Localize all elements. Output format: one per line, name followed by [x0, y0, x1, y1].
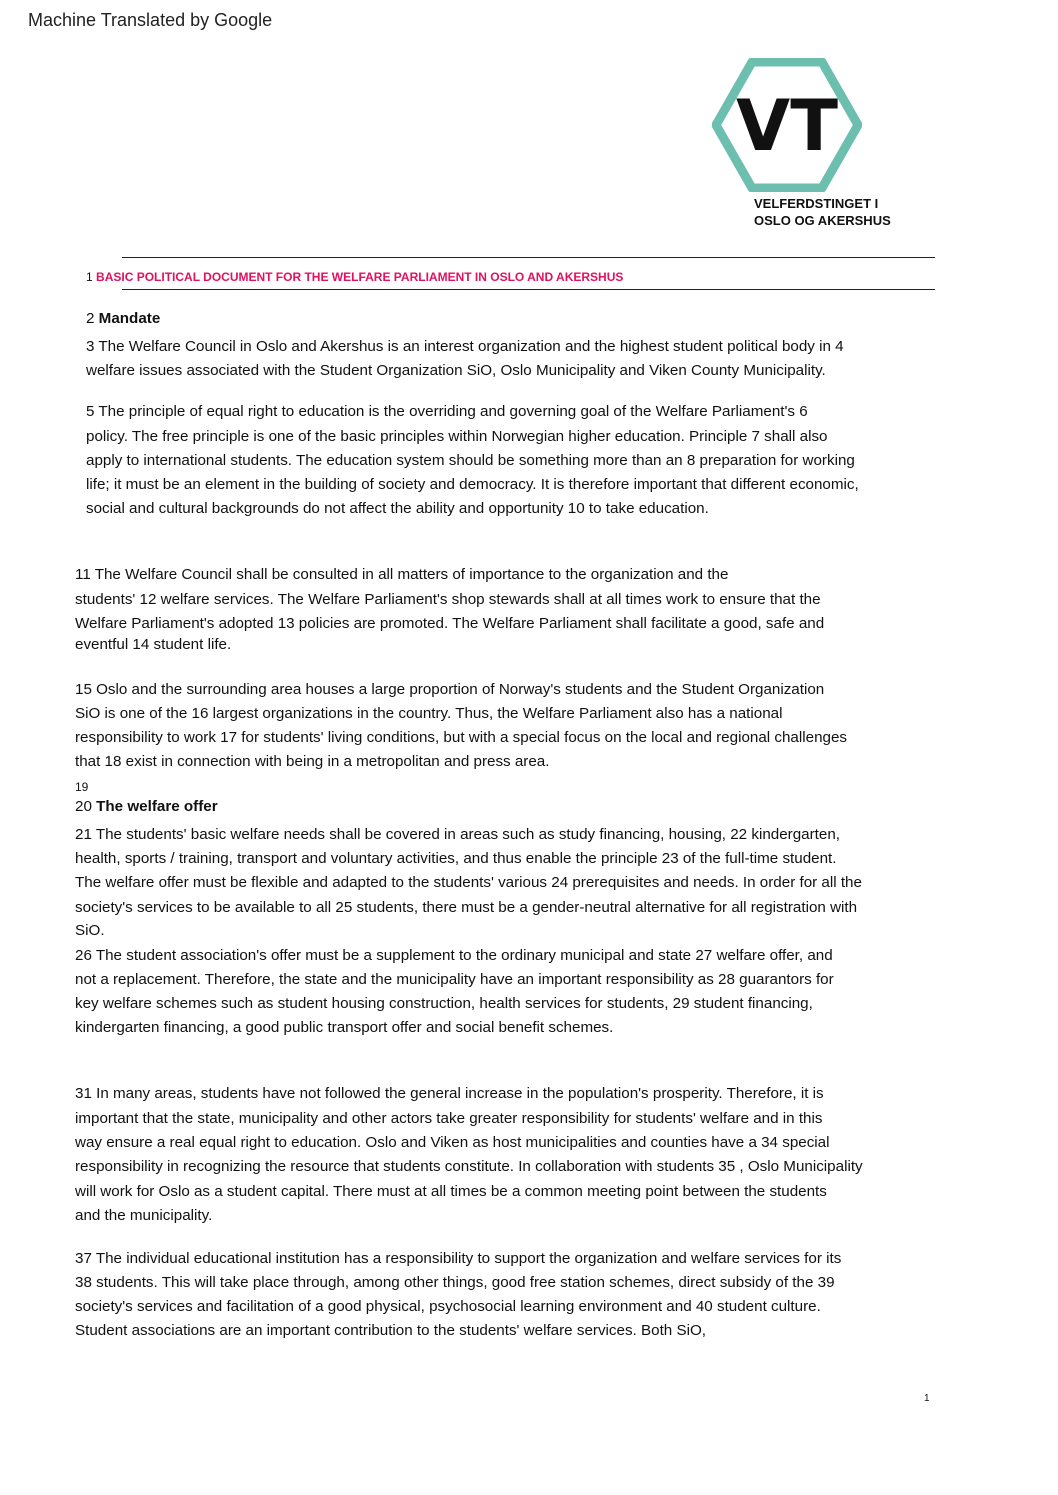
line-text: society's services and facilitation of a good physical, psychosocial learning environment and 40 student culture. [75, 1298, 821, 1315]
machine-translation-banner: Machine Translated by Google [28, 10, 273, 30]
text-line [75, 1250, 841, 1268]
line-text: responsibility in recognizing the resource that students constitute. In collaboration with students 35 , Oslo Municipality [75, 1158, 863, 1175]
text-line [75, 850, 837, 868]
text-line [86, 476, 859, 494]
organization-name-line: VELFERDSTINGET I [754, 196, 879, 211]
document-heading [86, 270, 623, 284]
line-text: not a replacement. Therefore, the state and the municipality have an important responsibility as 28 guarantors for [75, 971, 834, 988]
text-line [75, 1134, 830, 1152]
heading-underline [122, 289, 935, 290]
line-text: life; it must be an element in the building of society and democracy. It is therefore important that different economic, [86, 476, 859, 493]
line-text: that 18 exist in connection with being in a metropolitan and press area. [75, 753, 550, 770]
text-line [86, 403, 808, 421]
line-text: 19 [75, 780, 89, 794]
document-title: BASIC POLITICAL DOCUMENT FOR THE WELFARE PARLIAMENT IN OSLO AND AKERSHUS [96, 270, 624, 284]
text-line [86, 452, 855, 470]
text-line [75, 1207, 212, 1225]
line-text: way ensure a real equal right to education. Oslo and Viken as host municipalities and counties have a 34 special [75, 1134, 830, 1151]
line-text: 3 The Welfare Council in Oslo and Akershus is an interest organization and the highest student political body in 4 [86, 338, 844, 355]
text-line [75, 681, 824, 699]
text-line [75, 753, 549, 771]
text-line [75, 615, 824, 633]
text-line [75, 1322, 706, 1340]
text-line [75, 1110, 822, 1128]
text-line [75, 778, 88, 796]
section-heading: The welfare offer [96, 798, 218, 815]
text-line [75, 922, 105, 940]
line-text: 5 The principle of equal right to education is the overriding and governing goal of the Welfare Parliament's 6 [86, 403, 808, 420]
text-line [86, 428, 828, 446]
text-line [86, 362, 826, 380]
line-text: Student associations are an important contribution to the students' welfare services. Both SiO, [75, 1322, 706, 1339]
text-line [75, 899, 857, 917]
line-text: 15 Oslo and the surrounding area houses a large proportion of Norway's students and the Student Organization [75, 681, 825, 698]
text-line [75, 995, 813, 1013]
text-line [75, 798, 218, 816]
line-text: 21 The students' basic welfare needs shall be covered in areas such as study financing, housing, 22 kindergarten, [75, 826, 840, 843]
text-line [86, 310, 160, 328]
text-line [86, 500, 709, 518]
line-text: important that the state, municipality and other actors take greater responsibility for students' welfare and in this [75, 1110, 823, 1127]
line-text: eventful 14 student life. [75, 636, 232, 653]
line-text: kindergarten financing, a good public transport offer and social benefit schemes. [75, 1019, 614, 1036]
text-line [75, 705, 782, 723]
line-text: 26 The student association's offer must be a supplement to the ordinary municipal and state 27 welfare offer, and [75, 947, 833, 964]
text-line [75, 874, 862, 892]
text-line [75, 591, 821, 609]
line-text: SiO. [75, 922, 105, 939]
text-line [75, 1274, 835, 1292]
line-text: key welfare schemes such as student housing construction, health services for students, 29 student financing, [75, 995, 813, 1012]
section-heading: Mandate [98, 310, 161, 327]
line-text: social and cultural backgrounds do not affect the ability and opportunity 10 to take education. [86, 500, 709, 517]
logo-mark: VT [736, 85, 838, 167]
line-text: 11 The Welfare Council shall be consulted in all matters of importance to the organization and the [75, 566, 729, 583]
line-text: responsibility to work 17 for students' living conditions, but with a special focus on the local and regional challenges [75, 729, 847, 746]
top-rule [122, 257, 935, 258]
line-text: policy. The free principle is one of the basic principles within Norwegian higher education. Principle 7 shall also [86, 428, 828, 445]
line-text: SiO is one of the 16 largest organizations in the country. Thus, the Welfare Parliament also has a national [75, 705, 783, 722]
line-text: 31 In many areas, students have not followed the general increase in the population's prosperity. Therefore, it is [75, 1085, 824, 1102]
text-line [75, 636, 231, 654]
line-text: The welfare offer must be flexible and adapted to the students' various 24 prerequisites and needs. In order for all the [75, 874, 862, 891]
text-line [75, 1085, 824, 1103]
text-line [75, 1183, 827, 1201]
text-line [75, 1158, 863, 1176]
line-text: 38 students. This will take place through, among other things, good free station schemes, direct subsidy of the 39 [75, 1274, 835, 1291]
text-line [75, 826, 840, 844]
organization-name [754, 195, 891, 229]
line-text: Welfare Parliament's adopted 13 policies are promoted. The Welfare Parliament shall facilitate a good, safe and [75, 615, 825, 632]
line-text: and the municipality. [75, 1207, 213, 1224]
text-line [86, 338, 844, 356]
text-line [75, 729, 847, 747]
organization-name-line: OSLO OG AKERSHUS [754, 213, 891, 228]
line-number: 2 [86, 310, 99, 327]
line-text: health, sports / training, transport and voluntary activities, and thus enable the principle 23 of the full-time student. [75, 850, 837, 867]
line-text: 37 The individual educational institution has a responsibility to support the organization and welfare services for its [75, 1250, 842, 1267]
line-number: 20 [75, 798, 97, 815]
text-line [75, 947, 833, 965]
heading-line-number: 1 [86, 270, 93, 284]
vt-logo [712, 58, 862, 192]
line-text: will work for Oslo as a student capital. There must at all times be a common meeting point between the students [75, 1183, 827, 1200]
line-text: apply to international students. The education system should be something more than an 8 preparation for working [86, 452, 855, 469]
line-text: welfare issues associated with the Student Organization SiO, Oslo Municipality and Viken County Municipality. [86, 362, 826, 379]
text-line [75, 1298, 821, 1316]
text-line [75, 1019, 613, 1037]
text-line [75, 971, 834, 989]
line-text: society's services to be available to all 25 students, there must be a gender-neutral alternative for all registration with [75, 899, 858, 916]
text-line [75, 566, 728, 584]
line-text: students' 12 welfare services. The Welfare Parliament's shop stewards shall at all times work to ensure that the [75, 591, 821, 608]
page-number: 1 [924, 1393, 930, 1404]
